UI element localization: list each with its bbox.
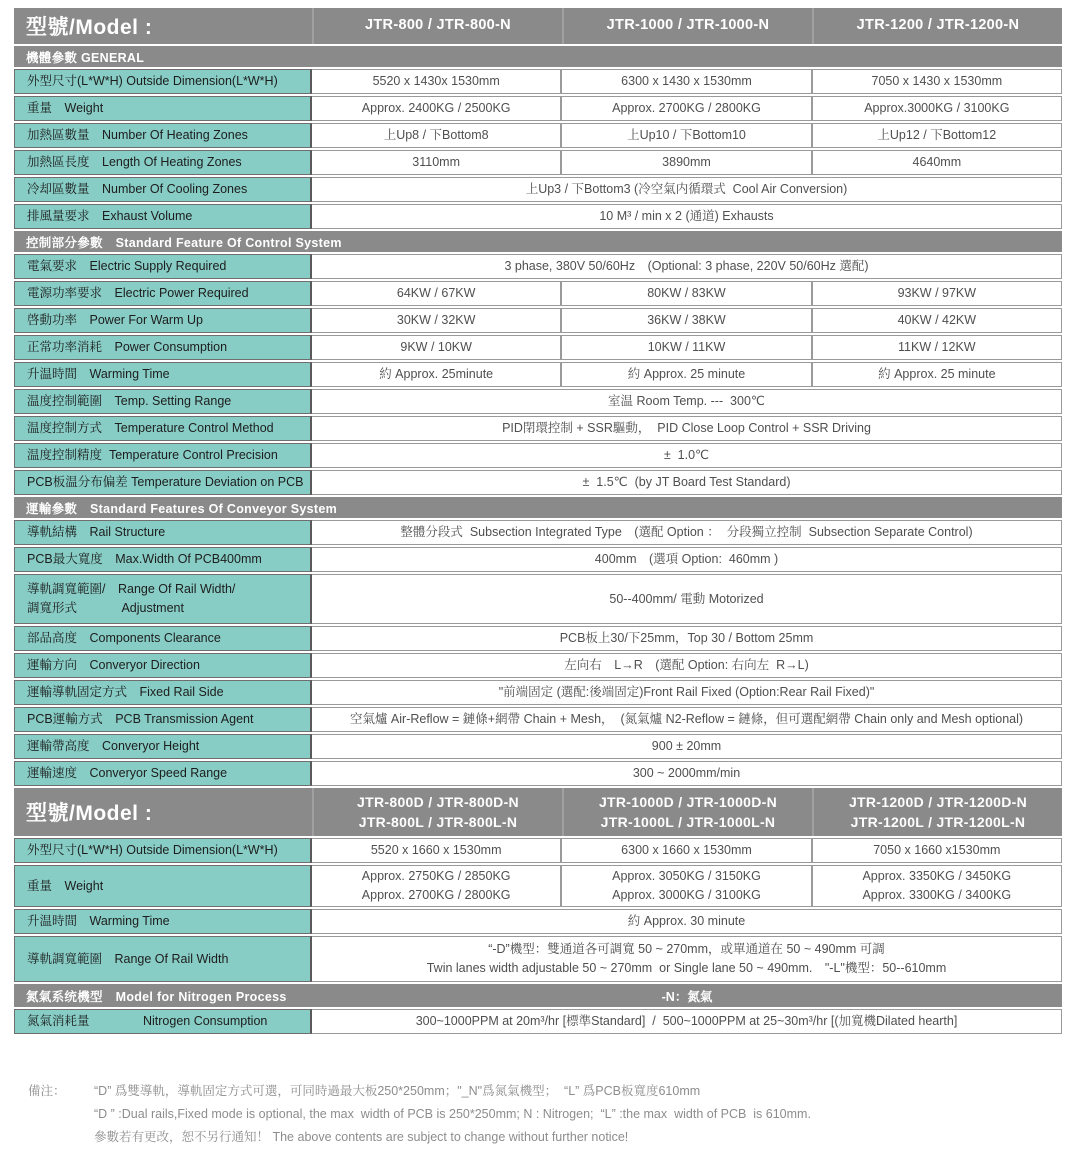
cell-value-text: ± 1.0℃ [663, 448, 710, 463]
row-label [14, 574, 312, 624]
row-label-text: 電源功率要求 Electric Power Required [27, 286, 249, 301]
cell-value [312, 335, 561, 360]
row-label [14, 865, 312, 907]
model-name-cell-text: JTR-1200D / JTR-1200D-N [848, 793, 1028, 810]
cell-value [312, 177, 1062, 202]
cell-value [561, 69, 811, 94]
cell-value-text: 6300 x 1660 x 1530mm [621, 843, 752, 858]
row-label [14, 281, 312, 306]
row-label-text: 運輸方向 Converyor Direction [27, 658, 200, 673]
spec-row [14, 389, 1062, 414]
spec-row [14, 1009, 1062, 1034]
row-label [14, 335, 312, 360]
cell-value [812, 865, 1062, 907]
cell-value [312, 254, 1062, 279]
footnote-lines [94, 1080, 811, 1149]
row-label-text: 温度控制精度 Temperature Control Precision [27, 448, 278, 463]
cell-value-text: “-D”機型：雙通道各可調寬 50 ~ 270mm，或單通道在 50 ~ 490mm 可調 [488, 942, 885, 957]
spec-row [14, 96, 1062, 121]
row-label-text: 導軌調寬範圍 Range Of Rail Width [27, 951, 229, 966]
cell-value [561, 865, 811, 907]
model-name-cell [812, 8, 1062, 44]
model-name-cell-text: JTR-1000L / JTR-1000L-N [600, 814, 776, 830]
cell-value [561, 123, 811, 148]
cell-value [561, 362, 811, 387]
cell-value-text: 36KW / 38KW [647, 313, 726, 328]
cell-value [561, 308, 811, 333]
row-label-text: 導軌結構 Rail Structure [27, 525, 166, 540]
footnote-line: “D ” :Dual rails,Fixed mode is optional, the max width of PCB is 250*250mm; N : Nitrogen; “L” :the max width of PCB is 610mm. [94, 1107, 811, 1122]
cell-value-text: PID閉環控制 + SSR驅動， PID Close Loop Control + SSR Driving [502, 421, 871, 436]
cell-value [812, 123, 1062, 148]
cell-value-text: 3110mm [412, 155, 461, 170]
spec-row [14, 470, 1062, 495]
section-title-text: 控制部分參數 Standard Feature Of Control System [26, 235, 342, 250]
spec-row [14, 308, 1062, 333]
row-label [14, 626, 312, 651]
section-value-text: -N：氮氣 [661, 989, 713, 1004]
spec-row [14, 362, 1062, 387]
spec-row [14, 838, 1062, 863]
spec-row [14, 734, 1062, 759]
cell-value-text: 上Up10 / 下Bottom10 [627, 128, 746, 143]
cell-value [561, 281, 811, 306]
cell-value-text: 整體分段式 Subsection Integrated Type (選配 Option ： 分段獨立控制 Subsection Separate Control) [400, 525, 973, 540]
cell-value [561, 150, 811, 175]
model-name-cell [562, 788, 812, 836]
cell-value-text: 約 Approx. 25 minute [627, 367, 746, 382]
spec-row [14, 123, 1062, 148]
section-row [14, 46, 1062, 67]
spec-row [14, 443, 1062, 468]
cell-value-text: "前端固定 (選配:後端固定)Front Rail Fixed (Option:Rear Rail Fixed)" [498, 685, 875, 700]
row-label [14, 520, 312, 545]
row-label-text: 調寬形式 Adjustment [27, 601, 184, 615]
model-header-label [14, 788, 312, 836]
model-header-label [14, 8, 312, 44]
cell-value [312, 909, 1062, 934]
row-label [14, 653, 312, 678]
row-label-text: 升温時間 Warming Time [27, 367, 170, 382]
footnote-prefix: 備注： [28, 1084, 66, 1098]
spec-table [14, 8, 1062, 1034]
spec-row [14, 204, 1062, 229]
cell-value [312, 443, 1062, 468]
model-name-cell [312, 8, 562, 44]
row-label [14, 470, 312, 495]
row-label-text: 重量 Weight [27, 101, 104, 116]
cell-value-text: 64KW / 67KW [396, 286, 476, 301]
cell-value-text: 50--400mm/ 電動 Motorized [609, 591, 764, 606]
row-label-text: 氮氣消耗量 Nitrogen Consumption [27, 1014, 268, 1029]
model-name-cell [312, 788, 562, 836]
row-label [14, 734, 312, 759]
cell-value-text: 上Up3 / 下Bottom3 (冷空氣内循環式 Cool Air Conversion) [525, 182, 848, 197]
cell-value-text: 約 Approx. 30 minute [627, 914, 746, 929]
spec-row [14, 150, 1062, 175]
row-label-text: 電氣要求 Electric Supply Required [27, 259, 227, 274]
cell-value-text: Approx. 3350KG / 3450KG [862, 869, 1012, 884]
spec-row [14, 177, 1062, 202]
row-label [14, 177, 312, 202]
model-name-cell-text: JTR-800L / JTR-800L-N [358, 814, 518, 830]
cell-value [812, 362, 1062, 387]
spec-row [14, 254, 1062, 279]
cell-value-text: Approx. 3050KG / 3150KG [612, 869, 761, 884]
cell-value [312, 281, 561, 306]
spec-row [14, 707, 1062, 732]
spec-row [14, 865, 1062, 907]
cell-value-text: 300~1000PPM at 20m³/hr [標準Standard] / 500~1000PPM at 25~30m³/hr [(加寬機Dilated hearth] [415, 1014, 958, 1029]
spec-row [14, 653, 1062, 678]
cell-value-text: 80KW / 83KW [647, 286, 726, 301]
section-row [14, 497, 1062, 518]
cell-value [312, 680, 1062, 705]
row-label-text: 排風量要求 Exhaust Volume [27, 209, 193, 224]
model-name-cell-text: JTR-1200 / JTR-1200-N [856, 17, 1020, 34]
row-label-text: 啓動功率 Power For Warm Up [27, 313, 203, 328]
spec-row [14, 520, 1062, 545]
row-label-text: 運輸速度 Converyor Speed Range [27, 766, 228, 781]
cell-value [812, 281, 1062, 306]
cell-value [812, 69, 1062, 94]
row-label-text: PCB板温分布偏差 Temperature Deviation on PCB [27, 475, 304, 490]
spec-row [14, 936, 1062, 982]
cell-value [561, 838, 811, 863]
model-name-cell-text: JTR-1000D / JTR-1000D-N [598, 793, 778, 810]
row-label-text: 運輸導軌固定方式 Fixed Rail Side [27, 685, 224, 700]
row-label [14, 96, 312, 121]
cell-value [312, 389, 1062, 414]
section-value [312, 984, 1062, 1007]
row-label [14, 707, 312, 732]
cell-value-text: 7050 x 1430 x 1530mm [871, 74, 1003, 89]
cell-value-text: 10KW / 11KW [647, 340, 726, 355]
cell-value-text: 4640mm [912, 155, 962, 170]
cell-value [312, 362, 561, 387]
cell-value [812, 838, 1062, 863]
section-title [14, 231, 342, 252]
section-title-text: 氮氣系统機型 Model for Nitrogen Process [26, 989, 287, 1004]
cell-value [812, 335, 1062, 360]
row-label [14, 547, 312, 572]
cell-value-text: Approx. 2400KG / 2500KG [361, 101, 511, 116]
row-label-text: 正常功率消耗 Power Consumption [27, 340, 228, 355]
spec-row [14, 761, 1062, 786]
model-name-cell-text: JTR-800 / JTR-800-N [365, 17, 511, 34]
cell-value [312, 838, 561, 863]
model-header-label-text: 型號/Model : [26, 16, 153, 39]
section-row [14, 984, 1062, 1007]
cell-value [312, 96, 561, 121]
cell-value [312, 69, 561, 94]
model-name-cell [562, 8, 812, 44]
cell-value-text: 40KW / 42KW [897, 313, 977, 328]
cell-value-text: 左向右 L→R (選配 Option: 右向左 R→L) [564, 658, 809, 673]
row-label [14, 936, 312, 982]
cell-value [312, 707, 1062, 732]
spec-row [14, 335, 1062, 360]
row-label [14, 838, 312, 863]
row-label-text: 加熱區長度 Length Of Heating Zones [27, 155, 242, 170]
cell-value-text: Approx.3000KG / 3100KG [864, 101, 1010, 116]
row-label [14, 761, 312, 786]
cell-value [312, 734, 1062, 759]
row-label-text: 部品高度 Components Clearance [27, 631, 221, 646]
row-label-text: 外型尺寸(L*W*H) Outside Dimension(L*W*H) [27, 843, 278, 858]
cell-value [812, 308, 1062, 333]
cell-value-text: 5520 x 1660 x 1530mm [370, 843, 502, 858]
spec-row [14, 574, 1062, 624]
cell-value [312, 123, 561, 148]
footnote-line: “D” 爲雙導軌，導軌固定方式可選，可同時過最大板250*250mm；"_N"爲氮氣機型； “L” 爲PCB板寬度610mm [94, 1084, 701, 1098]
cell-value-text: 10 M³ / min x 2 (通道) Exhausts [599, 209, 774, 224]
cell-value-text: 空氣爐 Air-Reflow = 鏈條+網帶 Chain + Mesh， (氮氣爐 N2-Reflow = 鏈條，但可選配網帶 Chain only and Mesh optional) [349, 712, 1024, 727]
row-label [14, 389, 312, 414]
row-label [14, 909, 312, 934]
cell-value-text: 3890mm [662, 155, 711, 170]
cell-value-text: 約 Approx. 25minute [379, 367, 494, 382]
spec-row [14, 547, 1062, 572]
spec-row [14, 281, 1062, 306]
row-label [14, 150, 312, 175]
row-label [14, 69, 312, 94]
spec-row [14, 680, 1062, 705]
cell-value-text: 900 ± 20mm [651, 739, 722, 754]
row-label [14, 254, 312, 279]
cell-value [312, 1009, 1062, 1034]
cell-value [312, 653, 1062, 678]
cell-value [312, 416, 1062, 441]
cell-value-text: 9KW / 10KW [400, 340, 472, 355]
model-name-cell-text: JTR-1200L / JTR-1200L-N [850, 814, 1026, 830]
spec-row [14, 69, 1062, 94]
cell-value [812, 96, 1062, 121]
row-label-text: 運輸帶高度 Converyor Height [27, 739, 200, 754]
row-label-text: 温度控制範圍 Temp. Setting Range [27, 394, 232, 409]
row-label-text: 加熱區數量 Number Of Heating Zones [27, 128, 248, 143]
row-label-text: 升温時間 Warming Time [27, 914, 170, 929]
cell-value [312, 150, 561, 175]
row-label-text: PCB最大寬度 Max.Width Of PCB400mm [27, 552, 262, 567]
cell-value [312, 520, 1062, 545]
section-row [14, 231, 1062, 252]
cell-value-text: 5520 x 1430x 1530mm [372, 74, 500, 89]
row-label-text: 重量 Weight [27, 878, 104, 893]
cell-value-text: Twin lanes width adjustable 50 ~ 270mm or Single lane 50 ~ 490mm. "-L"機型：50--610mm [426, 961, 947, 975]
cell-value-text: 約 Approx. 25 minute [878, 367, 996, 382]
section-title [14, 497, 337, 518]
row-label [14, 680, 312, 705]
cell-value-text: Approx. 2750KG / 2850KG [361, 869, 511, 884]
spec-row [14, 416, 1062, 441]
model-header-row [14, 8, 1062, 44]
row-label [14, 443, 312, 468]
model-header-row [14, 788, 1062, 836]
cell-value-text: 7050 x 1660 x1530mm [873, 843, 1001, 858]
row-label [14, 362, 312, 387]
cell-value-text: Approx. 2700KG / 2800KG [612, 101, 761, 116]
cell-value-text: 400mm (選項 Option: 460mm ) [594, 552, 779, 567]
row-label [14, 1009, 312, 1034]
spec-row [14, 626, 1062, 651]
cell-value-text: 3 phase, 380V 50/60Hz (Optional: 3 phase, 220V 50/60Hz 選配) [504, 259, 869, 274]
cell-value-text: 室温 Room Temp. --- 300℃ [608, 394, 765, 409]
cell-value [312, 204, 1062, 229]
cell-value-text: 上Up12 / 下Bottom12 [877, 128, 997, 143]
cell-value [561, 335, 811, 360]
cell-value [312, 308, 561, 333]
cell-value-text: 30KW / 32KW [396, 313, 476, 328]
section-title [14, 46, 144, 67]
footnote-line: 參數若有更改，恕不另行通知！ The above contents are subject to change without further notice! [94, 1130, 629, 1145]
footnotes [28, 1080, 1067, 1149]
cell-value [561, 96, 811, 121]
cell-value-text: PCB板上30/下25mm，Top 30 / Bottom 25mm [559, 631, 814, 646]
cell-value-text: ± 1.5℃ (by JT Board Test Standard) [582, 475, 791, 490]
section-title-text: 運輸參數 Standard Features Of Conveyor System [26, 501, 337, 516]
cell-value [312, 470, 1062, 495]
cell-value [812, 150, 1062, 175]
row-label [14, 416, 312, 441]
cell-value-text: 93KW / 97KW [897, 286, 977, 301]
cell-value [312, 936, 1062, 982]
row-label [14, 123, 312, 148]
row-label-text: 冷却區數量 Number Of Cooling Zones [27, 182, 248, 197]
cell-value [312, 865, 561, 907]
cell-value [312, 761, 1062, 786]
model-name-cell-text: JTR-800D / JTR-800D-N [357, 793, 519, 810]
section-title-text: 機體參數 GENERAL [26, 50, 145, 65]
model-name-cell-text: JTR-1000 / JTR-1000-N [606, 17, 770, 34]
cell-value [312, 626, 1062, 651]
spec-row [14, 909, 1062, 934]
model-name-cell [812, 788, 1062, 836]
row-label [14, 204, 312, 229]
cell-value-text: Approx. 3000KG / 3100KG [612, 888, 761, 902]
cell-value-text: 300 ~ 2000mm/min [632, 766, 741, 781]
cell-value-text: 6300 x 1430 x 1530mm [621, 74, 752, 89]
cell-value-text: 上Up8 / 下Bottom8 [383, 128, 489, 143]
row-label-text: 温度控制方式 Temperature Control Method [27, 421, 274, 436]
model-header-label-text: 型號/Model : [26, 802, 153, 825]
section-title [14, 984, 312, 1007]
cell-value-text: Approx. 2700KG / 2800KG [361, 888, 511, 902]
cell-value-text: 11KW / 12KW [898, 340, 976, 355]
cell-value-text: Approx. 3300KG / 3400KG [862, 888, 1012, 902]
row-label-text: 外型尺寸(L*W*H) Outside Dimension(L*W*H) [27, 74, 278, 89]
row-label-text: PCB運輸方式 PCB Transmission Agent [27, 712, 254, 727]
row-label-text: 導軌調寬範圍/ Range Of Rail Width/ [27, 582, 236, 597]
cell-value [312, 547, 1062, 572]
cell-value [312, 574, 1062, 624]
row-label [14, 308, 312, 333]
